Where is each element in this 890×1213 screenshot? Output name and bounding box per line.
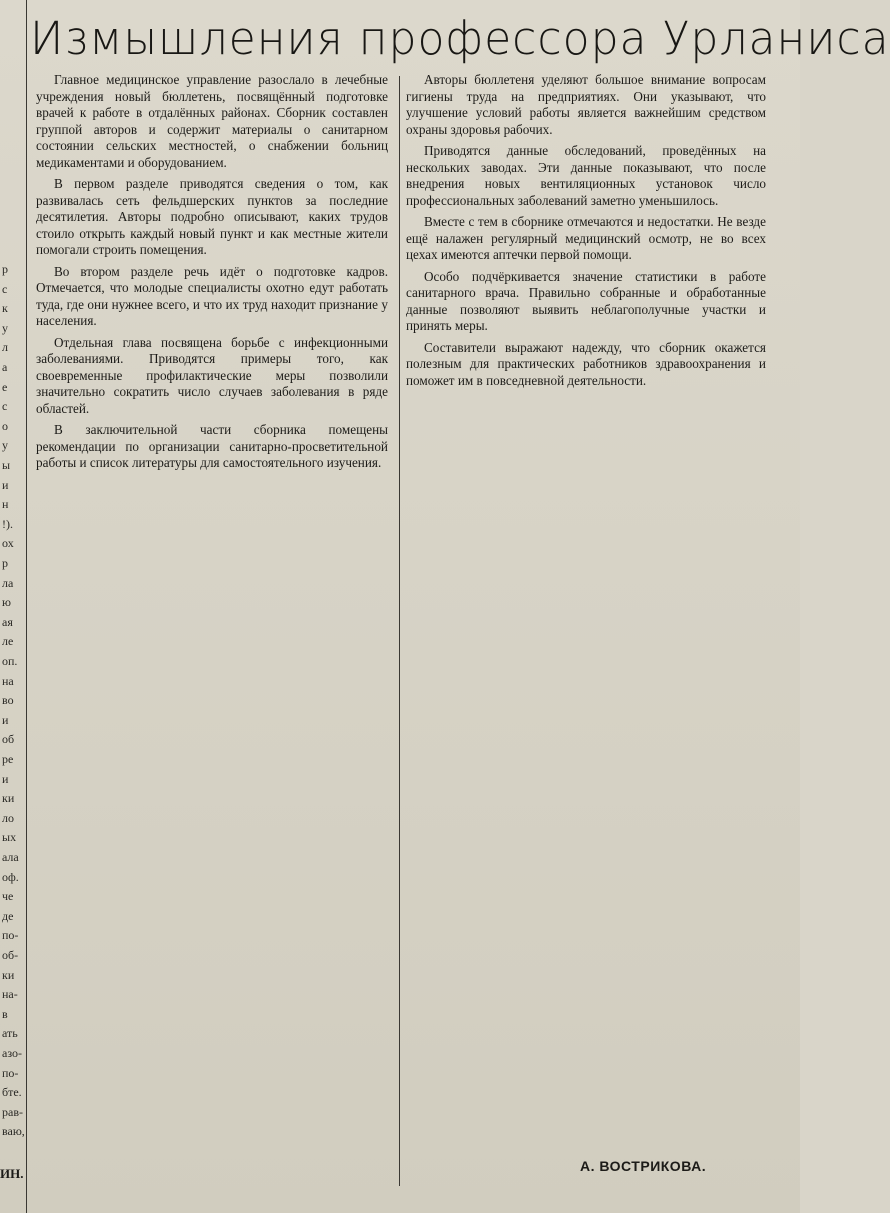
article-paragraph: Вместе с тем в сборнике отмечаются и недостатки. Не везде ещё налажен регулярный медицинский осмотр, не во всех цехах имеются аптечки первой помощи. <box>406 214 766 262</box>
gutter-text-fragment: о <box>2 418 8 433</box>
gutter-text-fragment: бте. <box>2 1085 22 1100</box>
gutter-text-fragment: ая <box>2 614 13 629</box>
article-column-right <box>406 72 766 389</box>
article-paragraph: Во втором разделе речь идёт о подготовке кадров. Отмечается, что молодые специалисты охотно едут работать туда, где они нужнее всего, и что их труд находит признание у населения. <box>36 263 388 328</box>
article-headline: Измышления профессора Урланиса <box>30 12 890 65</box>
gutter-text-fragment: ваю, <box>2 1124 25 1139</box>
article-paragraph: Составители выражают надежду, что сборник окажется полезным для практических работников здравоохранения и поможет им в повседневной деятельности. <box>406 339 766 388</box>
article-paragraph: Особо подчёркивается значение статистики в работе санитарного врача. Правильно собранные и обработанные данные позволяют выявить неблагополучные участки и принять меры. <box>406 268 766 333</box>
gutter-text-fragment: рав- <box>2 1104 23 1119</box>
article-paragraph: Приводятся данные обследований, проведённых на нескольких заводах. Эти данные показывают, что после внедрения новых вентиляционных установок число профессиональных заболеваний заметно уменьшилось. <box>406 143 766 208</box>
gutter-text-fragment: и <box>2 712 9 727</box>
gutter-text-fragment: л <box>2 340 8 355</box>
gutter-text-fragment: и <box>2 477 9 492</box>
gutter-text-fragment: с <box>2 399 8 414</box>
article-paragraph: В заключительной части сборника помещены рекомендации по организации санитарно-просветительной работы и список литературы для самостоятельного изучения. <box>36 422 388 470</box>
gutter-text-fragment: по- <box>2 1065 19 1080</box>
gutter-text-fragment: р <box>2 556 8 570</box>
gutter-text-fragment: в <box>2 1006 8 1021</box>
gutter-text-fragment: на- <box>2 987 18 1002</box>
gutter-text-fragment: об <box>2 732 15 747</box>
gutter-text-fragment: об- <box>2 948 19 962</box>
gutter-text-fragment: н <box>2 497 9 512</box>
column-divider <box>399 76 400 1186</box>
gutter-text-fragment: ки <box>2 791 15 806</box>
gutter-text-fragment: у <box>2 320 8 335</box>
gutter-text-fragment: ы <box>2 458 11 472</box>
gutter-text-fragment: во <box>2 693 14 708</box>
gutter-text-fragment: с <box>2 281 8 296</box>
gutter-text-fragment: ых <box>2 830 17 845</box>
gutter-text-fragment: !). <box>2 516 13 531</box>
article-paragraph: Авторы бюллетеня уделяют большое внимание вопросам гигиены труда на предприятиях. Они указывают, что улучшение условий работы является важнейшим средством охраны здоровья рабочих. <box>406 72 766 137</box>
gutter-text-fragment: де <box>2 908 14 923</box>
author-signature: А. ВОСТРИКОВА. <box>580 1158 707 1174</box>
gutter-text-fragment: к <box>2 301 8 316</box>
gutter-text-fragment: по- <box>2 928 19 943</box>
gutter-text-fragment: на <box>2 673 14 688</box>
article-column-left <box>36 72 388 472</box>
gutter-text-fragment: ки <box>2 967 15 982</box>
gutter-text-fragment: ох <box>2 536 14 551</box>
article-paragraph: Главное медицинское управление разослало в лечебные учреждения новый бюллетень, посвящённый подготовке врачей к работе в отдалённых районах. Сборник составлен группой авторов и содержит материалы о санитарном состоянии сельских местностей, о снабжении больниц медикаментами и оборудованием. <box>36 72 388 170</box>
gutter-text-fragment: ле <box>2 634 14 649</box>
gutter-text-fragment: ю <box>2 595 11 610</box>
article-paragraph: Отдельная глава посвящена борьбе с инфекционными заболеваниями. Приводятся примеры того, как своевременные профилактические меры позволили значительно сократить число случаев заболевания в ряде областей. <box>36 334 388 416</box>
article-paragraph: В первом разделе приводятся сведения о том, как развивалась сеть фельдшерских пунктов за последние десятилетия. Авторы подробно описывают, каких трудов стоило открыть каждый новый пункт и как местные жители помогали строить помещения. <box>36 176 388 257</box>
gutter-text-fragment: оф. <box>2 869 19 884</box>
neighbor-column-ending: ИН. <box>0 1166 24 1181</box>
gutter-text-fragment: азо- <box>2 1046 22 1060</box>
gutter-text-fragment: че <box>2 889 14 904</box>
gutter-text-fragment: ала <box>2 850 19 864</box>
gutter-text-fragment: оп. <box>2 654 18 668</box>
gutter-text-fragment: у <box>2 438 8 453</box>
gutter-text-fragment: р <box>2 262 8 276</box>
gutter-text-fragment: а <box>2 360 8 374</box>
gutter-text-fragment: ла <box>2 575 14 590</box>
gutter-text-fragment: ре <box>2 752 14 766</box>
neighbor-column-fragment <box>0 0 27 1213</box>
gutter-text-fragment: е <box>2 379 8 394</box>
gutter-text-fragment: ло <box>2 810 14 825</box>
gutter-text-fragment: и <box>2 771 9 786</box>
gutter-text-fragment: ать <box>2 1026 18 1041</box>
